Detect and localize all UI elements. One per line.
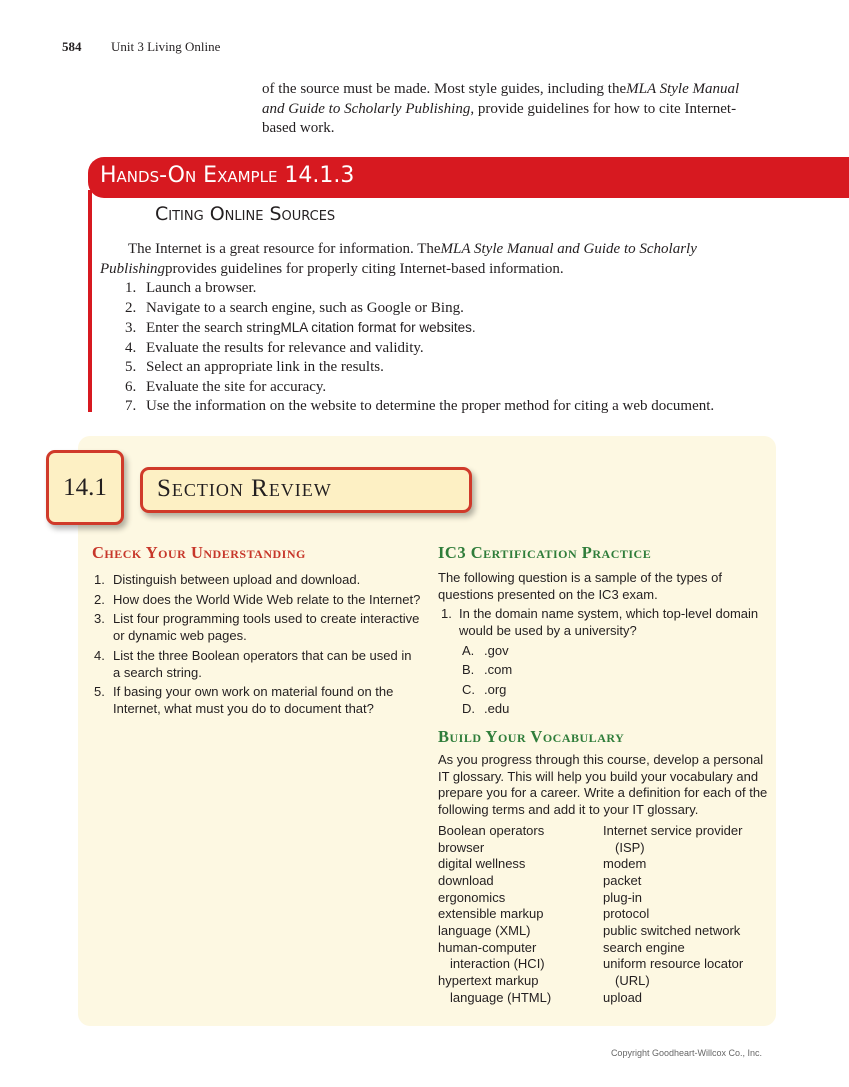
step-number: 6. [125,378,137,395]
section-number: 14.1 [46,450,124,525]
vocab-term: browser [438,839,485,855]
option-letter: D. [462,701,475,716]
vocab-term: extensible markup [438,906,544,922]
step-text: Navigate to a search engine, such as Google or Bing. [146,299,464,316]
step-text: Launch a browser. [146,280,257,296]
check-heading: Check Your Understanding [92,543,306,562]
vocab-term: packet [603,872,642,888]
step-item [125,378,714,398]
step-item [125,339,714,359]
step-item [125,299,714,319]
check-understanding [92,543,422,720]
answer-option [462,681,768,698]
item-text: Distinguish between upload and download. [113,572,361,587]
intro-text: of the source must be made. Most style guides, including the [262,81,627,97]
step-number: 4. [125,339,137,356]
vocab-term: download [438,872,494,888]
vocab-term: interaction (HCI) [450,956,545,972]
item-number: 5. [94,684,105,699]
vocab-term: language (XML) [438,923,531,939]
check-item [94,571,422,588]
vocab-intro: As you progress through this course, develop a personal IT glossary. This will help you build your vocabulary and prepare you for a career. Write a definition for each of the following terms and add it to your IT glossary. [438,752,768,818]
step-number: 5. [125,359,137,375]
vocab-term: human-computer [438,939,537,955]
option-letter: A. [462,642,475,658]
ic3-practice [438,543,768,1007]
vocab-term: digital wellness [438,856,526,872]
item-text: List four programming tools used to create interactive or dynamic web pages. [113,611,420,643]
option-text: .edu [484,701,510,716]
vocab-column-1 [438,823,603,1007]
step-item [125,279,714,299]
item-text: List the three Boolean operators that can be used in a search string. [113,647,412,680]
hands-on-border [88,190,92,412]
item-number: 3. [94,611,105,626]
hands-on-subtitle: Citing Online Sources [155,203,336,225]
question-text: In the domain name system, which top-level domain would be used by a university? [459,606,759,638]
vocab-term: modem [603,856,647,872]
para-text: provides guidelines for properly citing Internet-based information. [165,260,564,277]
hands-on-title: Hands-On Example 14.1.3 [88,157,849,198]
step-number: 1. [125,280,137,296]
step-code: MLA citation format for websites. [280,320,476,335]
step-number: 7. [125,398,137,414]
item-text: If basing your own work on material found on the Internet, what must you do to document that? [113,684,394,716]
vocab-term: (URL) [615,973,650,989]
section-review-title: Section Review [140,467,472,513]
vocab-term: hypertext markup [438,973,539,989]
answer-option [462,700,768,717]
vocab-term: plug-in [603,889,643,905]
unit-title: Unit 3 Living Online [111,39,221,54]
option-letter: B. [462,662,475,677]
option-text: .com [484,662,513,677]
step-text: Use the information on the website to determine the proper method for citing a web document. [146,398,715,414]
check-item [94,591,422,608]
step-item [125,397,714,417]
answer-option [462,661,768,678]
check-item [94,683,422,717]
vocab-terms [438,823,768,1007]
answer-option [462,642,768,659]
steps-list [125,279,714,417]
check-item [94,647,422,681]
ic3-heading: IC3 Certification Practice [438,543,652,562]
item-number: 4. [94,647,105,663]
copyright: Copyright Goodheart-Willcox Co., Inc. [610,1048,762,1058]
step-number: 2. [125,299,137,316]
item-number: 1. [94,572,105,587]
ic3-question [438,605,768,639]
step-number: 3. [125,320,137,336]
vocab-term: ergonomics [438,889,506,905]
step-item [125,318,714,339]
intro-italic: MLA Style Manual and Guide to Scholarly Publishing [262,81,740,117]
hands-on-paragraph [100,240,780,279]
item-number: 2. [94,591,105,607]
option-letter: C. [462,681,475,697]
vocab-term: public switched network [603,923,741,939]
page-number: 584 [62,39,82,54]
step-text: Enter the search string [146,320,281,336]
ic3-intro: The following question is a sample of the types of questions presented on the IC3 exam. [438,570,722,602]
vocab-term: uniform resource locator [603,956,744,972]
option-text: .gov [484,642,509,658]
item-text: How does the World Wide Web relate to the Internet? [113,591,421,607]
vocab-term: upload [603,989,643,1005]
check-item [94,610,422,644]
option-text: .org [484,681,507,697]
vocab-term: search engine [603,939,685,955]
intro-text: , provide guidelines for how to cite Internet-based work. [262,100,737,136]
step-text: Evaluate the site for accuracy. [146,378,327,395]
vocab-heading: Build Your Vocabulary [438,727,625,746]
para-text: The Internet is a great resource for information. The [128,241,441,257]
check-list [94,571,422,717]
vocab-term: Boolean operators [438,822,545,838]
question-number: 1. [441,606,452,621]
vocab-term: (ISP) [615,839,645,855]
vocab-term: protocol [603,906,650,922]
step-text: Select an appropriate link in the results. [146,359,384,375]
ic3-options [438,642,768,718]
vocab-column-2 [603,823,768,1007]
vocab-term: language (HTML) [450,989,552,1005]
intro-paragraph [262,80,762,139]
para-italic: MLA Style Manual and Guide to Scholarly Publishing [100,241,697,277]
vocab-term: Internet service provider [603,822,743,838]
step-item [125,358,714,378]
step-text: Evaluate the results for relevance and validity. [146,339,424,356]
